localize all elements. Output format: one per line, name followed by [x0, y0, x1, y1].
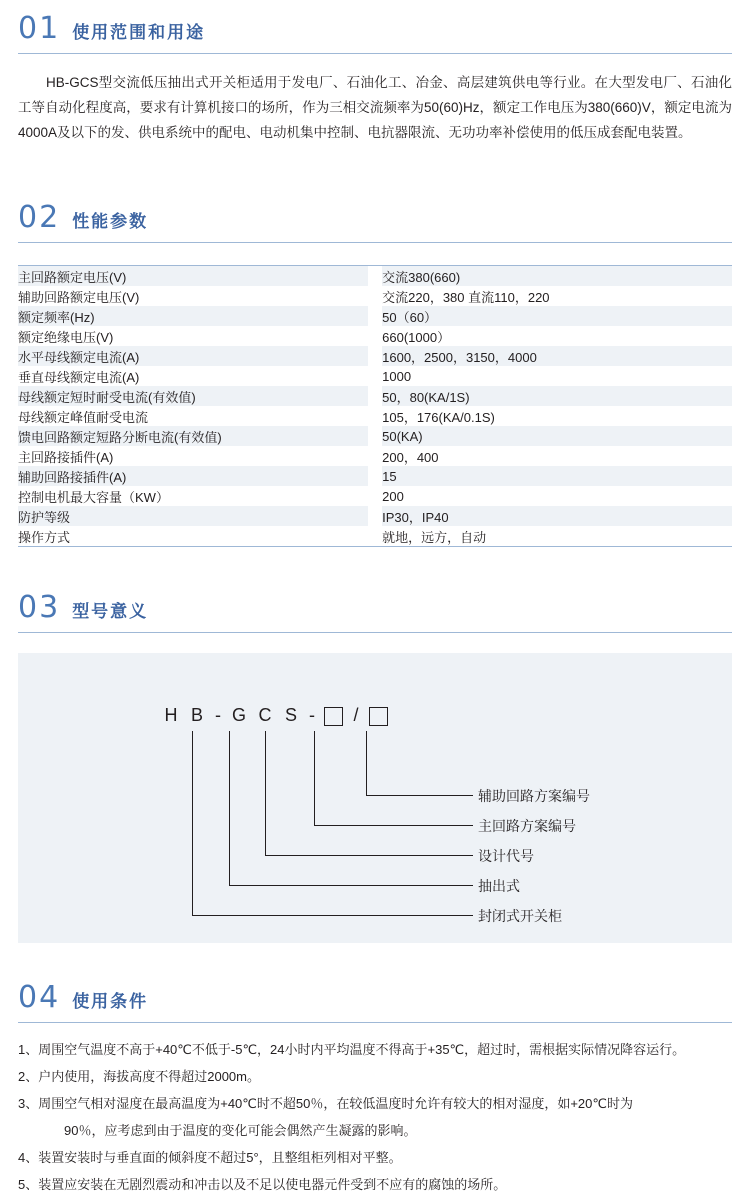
model-placeholder-box-1 [324, 707, 343, 726]
table-row [18, 306, 732, 326]
spec-gap [368, 526, 382, 546]
list-item: 2、户内使用，海拔高度不得超过2000m。 [18, 1069, 260, 1084]
model-code [158, 705, 392, 726]
spec-gap [368, 466, 382, 486]
spec-table [18, 266, 732, 546]
spec-gap [368, 326, 382, 346]
table-row [18, 486, 732, 506]
model-dash-1: - [215, 705, 221, 725]
model-char-g: G [231, 705, 246, 725]
section-number: 02 [18, 200, 61, 235]
spec-key: 操作方式 [18, 526, 368, 546]
spec-value: 1000 [382, 366, 732, 386]
list-item: 5、装置应安装在无剧烈震动和冲击以及不足以使电器元件受到不应有的腐蚀的场所。 [18, 1177, 507, 1192]
table-row [18, 326, 732, 346]
section-number: 01 [18, 11, 61, 46]
spec-key: 母线额定短时耐受电流(有效值) [18, 386, 368, 406]
spec-value: 就地，远方，自动 [382, 526, 732, 546]
scope-paragraph: HB-GCS型交流低压抽出式开关柜适用于发电厂、石油化工、冶金、高层建筑供电等行业。在大型发电厂、石油化工等自动化程度高，要求有计算机接口的场所，作为三相交流频率为50(60)Hz，额定工作电压为380(660)V，额定电流为4000A及以下的发、供电系统中的配电、电动机集中控制、电抗器限流、无功功率补偿使用的低压成套配电装置。 [18, 75, 732, 140]
spec-key: 主回路额定电压(V) [18, 266, 368, 286]
spec-table-wrapper [18, 265, 732, 547]
spec-value: 交流220，380 直流110，220 [382, 286, 732, 306]
table-row [18, 266, 732, 286]
section-title: 使用范围和用途 [72, 23, 206, 42]
model-label-design-code: 设计代号 [478, 848, 534, 864]
section-divider [18, 242, 732, 243]
leader-line-vertical-enclosed [192, 731, 193, 915]
spec-key: 垂直母线额定电流(A) [18, 366, 368, 386]
model-label-aux-scheme: 辅助回路方案编号 [478, 788, 590, 804]
section-title: 型号意义 [72, 602, 149, 621]
spec-key: 额定绝缘电压(V) [18, 326, 368, 346]
leader-line-horizontal-enclosed [192, 915, 473, 916]
section-divider [18, 632, 732, 633]
model-placeholder-box-2 [369, 707, 388, 726]
table-row [18, 406, 732, 426]
conditions-list [18, 1037, 732, 1197]
spec-gap [368, 506, 382, 526]
spec-value: 50(KA) [382, 426, 732, 446]
table-row [18, 526, 732, 546]
spec-table-bottom-rule [18, 546, 732, 547]
section-title: 使用条件 [72, 992, 149, 1011]
leader-line-horizontal-aux [366, 795, 473, 796]
model-char-s: S [284, 705, 297, 725]
spec-key: 辅助回路接插件(A) [18, 466, 368, 486]
spec-gap [368, 306, 382, 326]
section-title: 性能参数 [72, 212, 149, 231]
model-char-b: B [190, 705, 203, 725]
list-item-continuation: 90％，应考虑到由于温度的变化可能会偶然产生凝露的影响。 [64, 1123, 417, 1138]
spec-gap [368, 346, 382, 366]
spec-gap [368, 386, 382, 406]
spec-key: 额定频率(Hz) [18, 306, 368, 326]
spec-gap [368, 486, 382, 506]
leader-line-vertical-withdrawable [229, 731, 230, 885]
model-designation-diagram [18, 653, 732, 943]
table-row [18, 426, 732, 446]
table-row [18, 366, 732, 386]
section-heading-03 [0, 590, 750, 625]
table-row [18, 506, 732, 526]
model-label-enclosed-cabinet: 封闭式开关柜 [478, 908, 562, 924]
spec-value: IP30，IP40 [382, 506, 732, 526]
table-row [18, 446, 732, 466]
spec-key: 母线额定峰值耐受电流 [18, 406, 368, 426]
spec-key: 防护等级 [18, 506, 368, 526]
spec-value: 50（60） [382, 306, 732, 326]
spec-value: 200，400 [382, 446, 732, 466]
section-number: 03 [18, 590, 61, 625]
section-heading-02 [0, 200, 750, 235]
table-row [18, 386, 732, 406]
section-heading-01 [0, 11, 750, 46]
section-divider [18, 53, 732, 54]
model-char-c: C [258, 705, 272, 725]
spec-key: 水平母线额定电流(A) [18, 346, 368, 366]
spec-gap [368, 286, 382, 306]
list-item: 3、周围空气相对湿度在最高温度为+40℃时不超50％，在较低温度时允许有较大的相对湿度，如+20℃时为 [18, 1096, 633, 1111]
leader-line-horizontal-withdrawable [229, 885, 473, 886]
table-row [18, 346, 732, 366]
spec-key: 辅助回路额定电压(V) [18, 286, 368, 306]
model-dash-2: - [309, 705, 315, 725]
table-row [18, 466, 732, 486]
document-page [0, 11, 750, 1197]
leader-line-vertical-design [265, 731, 266, 855]
spec-key: 馈电回路额定短路分断电流(有效值) [18, 426, 368, 446]
section-number: 04 [18, 980, 61, 1015]
leader-line-horizontal-design [265, 855, 473, 856]
model-char-h: H [164, 705, 178, 725]
spec-value: 660(1000） [382, 326, 732, 346]
spec-value: 200 [382, 486, 732, 506]
list-item: 1、周围空气温度不高于+40℃不低于-5℃，24小时内平均温度不得高于+35℃，超过时，需根据实际情况降容运行。 [18, 1042, 686, 1057]
leader-line-vertical-main [314, 731, 315, 825]
spec-key: 控制电机最大容量（KW） [18, 486, 368, 506]
model-label-withdrawable: 抽出式 [478, 878, 520, 894]
spec-value: 50，80(KA/1S) [382, 386, 732, 406]
spec-key: 主回路接插件(A) [18, 446, 368, 466]
table-row [18, 286, 732, 306]
spec-value: 105，176(KA/0.1S) [382, 406, 732, 426]
model-slash: / [353, 705, 359, 725]
spec-gap [368, 366, 382, 386]
spec-gap [368, 406, 382, 426]
list-item: 4、装置安装时与垂直面的倾斜度不超过5°，且整组柜列相对平整。 [18, 1150, 402, 1165]
spec-gap [368, 426, 382, 446]
section-heading-04 [0, 980, 750, 1015]
spec-value: 15 [382, 466, 732, 486]
model-label-main-scheme: 主回路方案编号 [478, 818, 576, 834]
spec-value: 交流380(660) [382, 266, 732, 286]
leader-line-horizontal-main [314, 825, 473, 826]
section-divider [18, 1022, 732, 1023]
spec-table-body [18, 266, 732, 546]
spec-value: 1600，2500，3150，4000 [382, 346, 732, 366]
spec-gap [368, 446, 382, 466]
spec-gap [368, 266, 382, 286]
leader-line-vertical-aux [366, 731, 367, 795]
